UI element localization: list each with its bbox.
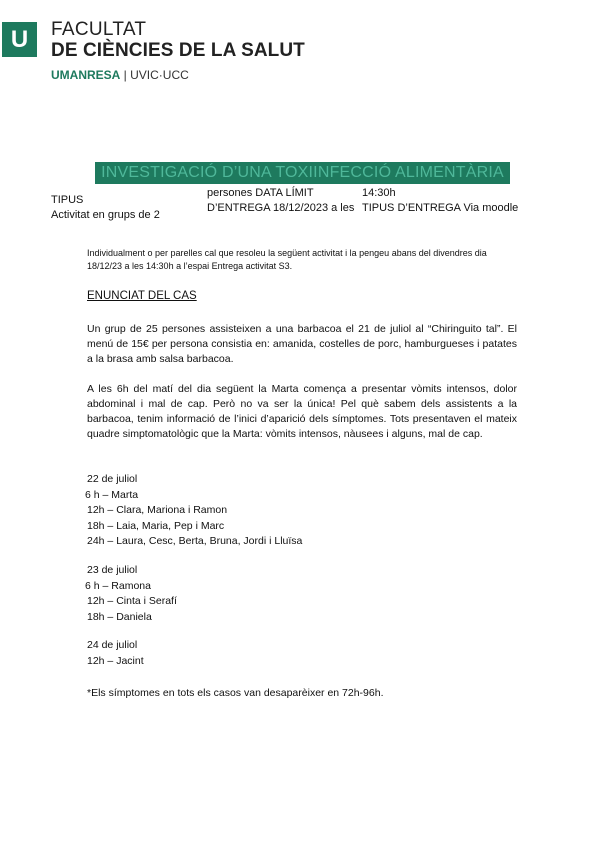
schedule-entry: 18h – Daniela xyxy=(87,610,152,623)
meta-col2-line2: D’ENTREGA 18/12/2023 a les xyxy=(207,202,355,214)
section-title: ENUNCIAT DEL CAS xyxy=(87,290,197,302)
document-title: INVESTIGACIÓ D’UNA TOXIINFECCIÓ ALIMENTÀRIA xyxy=(95,162,510,184)
uvic-logo-icon: U xyxy=(2,22,37,57)
faculty-name-line2: DE CIÈNCIES DE LA SALUT xyxy=(51,40,305,61)
schedule-day-1 xyxy=(87,472,302,550)
case-paragraph-2: A les 6h del matí del dia següent la Marta comença a presentar vòmits intensos, dolor abdominal i mal de cap. Però no va ser la única! Pel què sabem dels assistents a la barbacoa, tenim informació de l’inici d’aparició dels símptomes. Tots presentaven el mateix quadre simptomatològic que la Marta: vòmits intensos, nàusees i alguns, mal de cap. xyxy=(87,383,517,440)
schedule-entry: 18h – Laia, Maria, Pep i Marc xyxy=(87,519,225,532)
schedule-entry: 6 h – Marta xyxy=(85,488,139,501)
instructions-text: Individualment o per parelles cal que resoleu la següent activitat i la pengeu abans del divendres dia 18/12/23 a les 14:30h a l’espai Entrega activitat S3. xyxy=(87,248,487,271)
case-paragraph-1: Un grup de 25 persones assisteixen a una barbacoa el 21 de juliol al “Chiringuito tal”. El menú de 15€ per persona consistia en: amanida, costelles de porc, hamburgueses i patates a la brasa amb salsa barbacoa. xyxy=(87,323,517,365)
schedule-date: 24 de juliol xyxy=(87,639,138,651)
campus-brand-separator: | xyxy=(120,68,131,82)
schedule-day-3 xyxy=(87,638,144,669)
schedule-date: 23 de juliol xyxy=(87,564,138,576)
footnote: *Els símptomes en tots els casos van desaparèixer en 72h-96h. xyxy=(87,687,384,699)
meta-col2-line1: persones DATA LÍMIT xyxy=(207,187,314,199)
schedule-entry: 24h – Laura, Cesc, Berta, Bruna, Jordi i Lluïsa xyxy=(87,535,303,547)
schedule-entry: 12h – Clara, Mariona i Ramon xyxy=(87,504,228,516)
schedule-entry: 12h – Jacint xyxy=(87,654,144,667)
schedule-date: 22 de juliol xyxy=(87,473,138,485)
faculty-name-line1: FACULTAT xyxy=(51,19,147,40)
tipus-value: Activitat en grups de 2 xyxy=(51,209,160,221)
schedule-day-2 xyxy=(87,563,177,625)
campus-brand xyxy=(51,68,189,82)
campus-brand-manresa: MANRESA xyxy=(59,68,121,82)
campus-brand-uvic: UVIC·UCC xyxy=(130,68,189,82)
tipus-label: TIPUS xyxy=(51,194,84,206)
schedule-entry: 12h – Cinta i Serafí xyxy=(87,595,177,607)
meta-col3-line2: TIPUS D’ENTREGA Via moodle xyxy=(362,202,519,214)
schedule-entry: 6 h – Ramona xyxy=(85,579,151,592)
campus-brand-u: U xyxy=(51,68,60,82)
meta-col3-line1: 14:30h xyxy=(362,187,396,199)
